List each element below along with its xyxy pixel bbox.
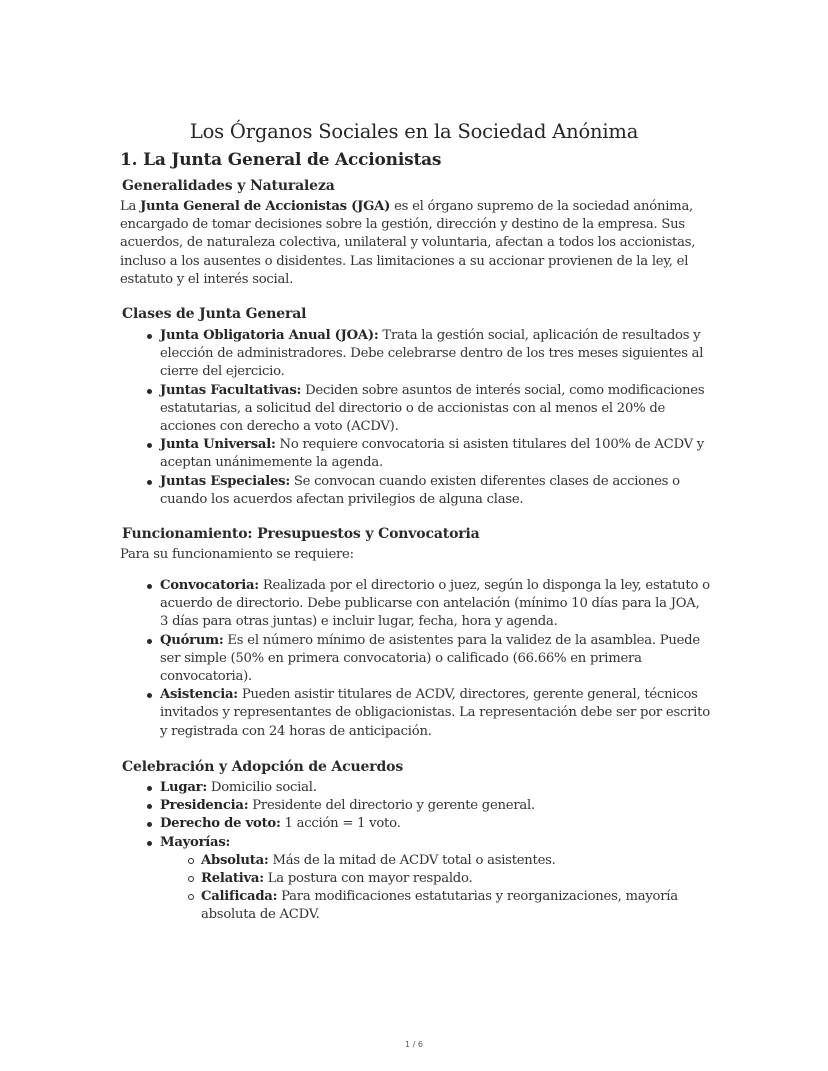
item-text: La postura con mayor respaldo. — [263, 871, 473, 887]
list-item — [120, 473, 710, 509]
list-clases — [120, 327, 710, 509]
item-term: Absoluta: — [201, 852, 269, 868]
item-term: Asistencia: — [160, 687, 238, 703]
list-item — [120, 382, 710, 437]
sublist-item — [160, 888, 710, 924]
document-title: Los Órganos Sociales en la Sociedad Anónima — [189, 120, 639, 143]
item-term: Juntas Especiales: — [160, 473, 290, 489]
item-term: Convocatoria: — [160, 578, 259, 593]
list-item — [120, 632, 710, 687]
list-item — [120, 797, 710, 815]
item-text: Se convocan cuando existen diferentes clases de acciones o cuando los acuerdos afectan privilegios de alguna clase. — [160, 473, 680, 507]
subheading-funcionamiento: Funcionamiento: Presupuestos y Convocatoria — [122, 526, 480, 542]
subheading-celebracion: Celebración y Adopción de Acuerdos — [122, 759, 404, 775]
intro-bold-term: Junta General de Accionistas (JGA) — [140, 199, 391, 214]
item-term: Calificada: — [201, 889, 278, 905]
paragraph-funcionamiento-intro: Para su funcionamiento se requiere: — [120, 547, 354, 562]
item-term: Mayorías: — [160, 834, 231, 850]
sublist-item — [160, 870, 710, 888]
item-term: Lugar: — [160, 780, 207, 795]
item-text: Trata la gestión social, aplicación de resultados y elección de administradores. Debe celebrarse dentro de los tres meses siguientes al cierre del ejercicio. — [160, 328, 704, 380]
item-term: Presidencia: — [160, 798, 249, 814]
item-term: Junta Obligatoria Anual (JOA): — [160, 328, 379, 343]
list-funcionamiento — [120, 577, 710, 741]
list-item — [120, 577, 710, 632]
item-text: Realizada por el directorio o juez, según lo disponga la ley, estatuto o acuerdo de directorio. Debe publicarse con antelación (mínimo 10 días para la JOA, 3 días para otras juntas) e incluir lugar, fecha, hora y agenda. — [160, 578, 710, 630]
list-item — [120, 815, 710, 833]
item-text: Deciden sobre asuntos de interés social, como modificaciones estatutarias, a solicitud del directorio o de accionistas con al menos el 20% de acciones con derecho a voto (ACDV). — [160, 382, 705, 435]
item-text: Pueden asistir titulares de ACDV, directores, gerente general, técnicos invitados y representantes de obligacionistas. La representación debe ser por escrito y registrada con 24 horas de anticipación. — [160, 687, 710, 739]
sublist-item — [160, 852, 710, 870]
item-text: No requiere convocatoria si asisten titulares del 100% de ACDV y aceptan unánimemente la agenda. — [160, 437, 704, 471]
list-item — [120, 686, 710, 741]
intro-rest: es el órgano supremo de la sociedad anónima, encargado de tomar decisiones sobre la gestión, dirección y destino de la empresa. Sus acuerdos, de naturaleza colectiva, unilateral y voluntaria, afectan a todos los accionistas, incluso a los ausentes o disidentes. Las limitaciones a su accionar provienen de la ley, el estatuto y el interés social. — [120, 199, 696, 287]
subheading-generalidades: Generalidades y Naturaleza — [122, 178, 335, 194]
page-indicator: 1 / 6 — [405, 1040, 423, 1049]
paragraph-generalidades — [120, 198, 720, 289]
intro-prefix: La — [120, 199, 141, 214]
subheading-clases: Clases de Junta General — [122, 306, 307, 322]
list-celebracion — [120, 779, 710, 925]
item-term: Quórum: — [160, 632, 224, 648]
sublist-mayorias — [160, 852, 710, 925]
item-term: Juntas Facultativas: — [160, 382, 302, 398]
item-text: Presidente del directorio y gerente general. — [248, 798, 535, 814]
item-term: Derecho de voto: — [160, 816, 281, 832]
item-term: Relativa: — [201, 871, 264, 887]
item-term: Junta Universal: — [160, 437, 276, 453]
list-item — [120, 436, 710, 472]
item-text: Más de la mitad de ACDV total o asistentes. — [268, 852, 556, 868]
list-item — [120, 327, 710, 382]
item-text: Para modificaciones estatutarias y reorganizaciones, mayoría absoluta de ACDV. — [201, 889, 678, 923]
list-item — [120, 779, 710, 797]
item-text: Domicilio social. — [206, 780, 317, 795]
item-text: 1 acción = 1 voto. — [280, 816, 401, 832]
section-heading-junta-general: 1. La Junta General de Accionistas — [120, 150, 442, 170]
item-text: Es el número mínimo de asistentes para la validez de la asamblea. Puede ser simple (50% en primera convocatoria) o calificado (66.66% en primera convocatoria). — [160, 632, 700, 685]
list-item — [120, 834, 710, 925]
